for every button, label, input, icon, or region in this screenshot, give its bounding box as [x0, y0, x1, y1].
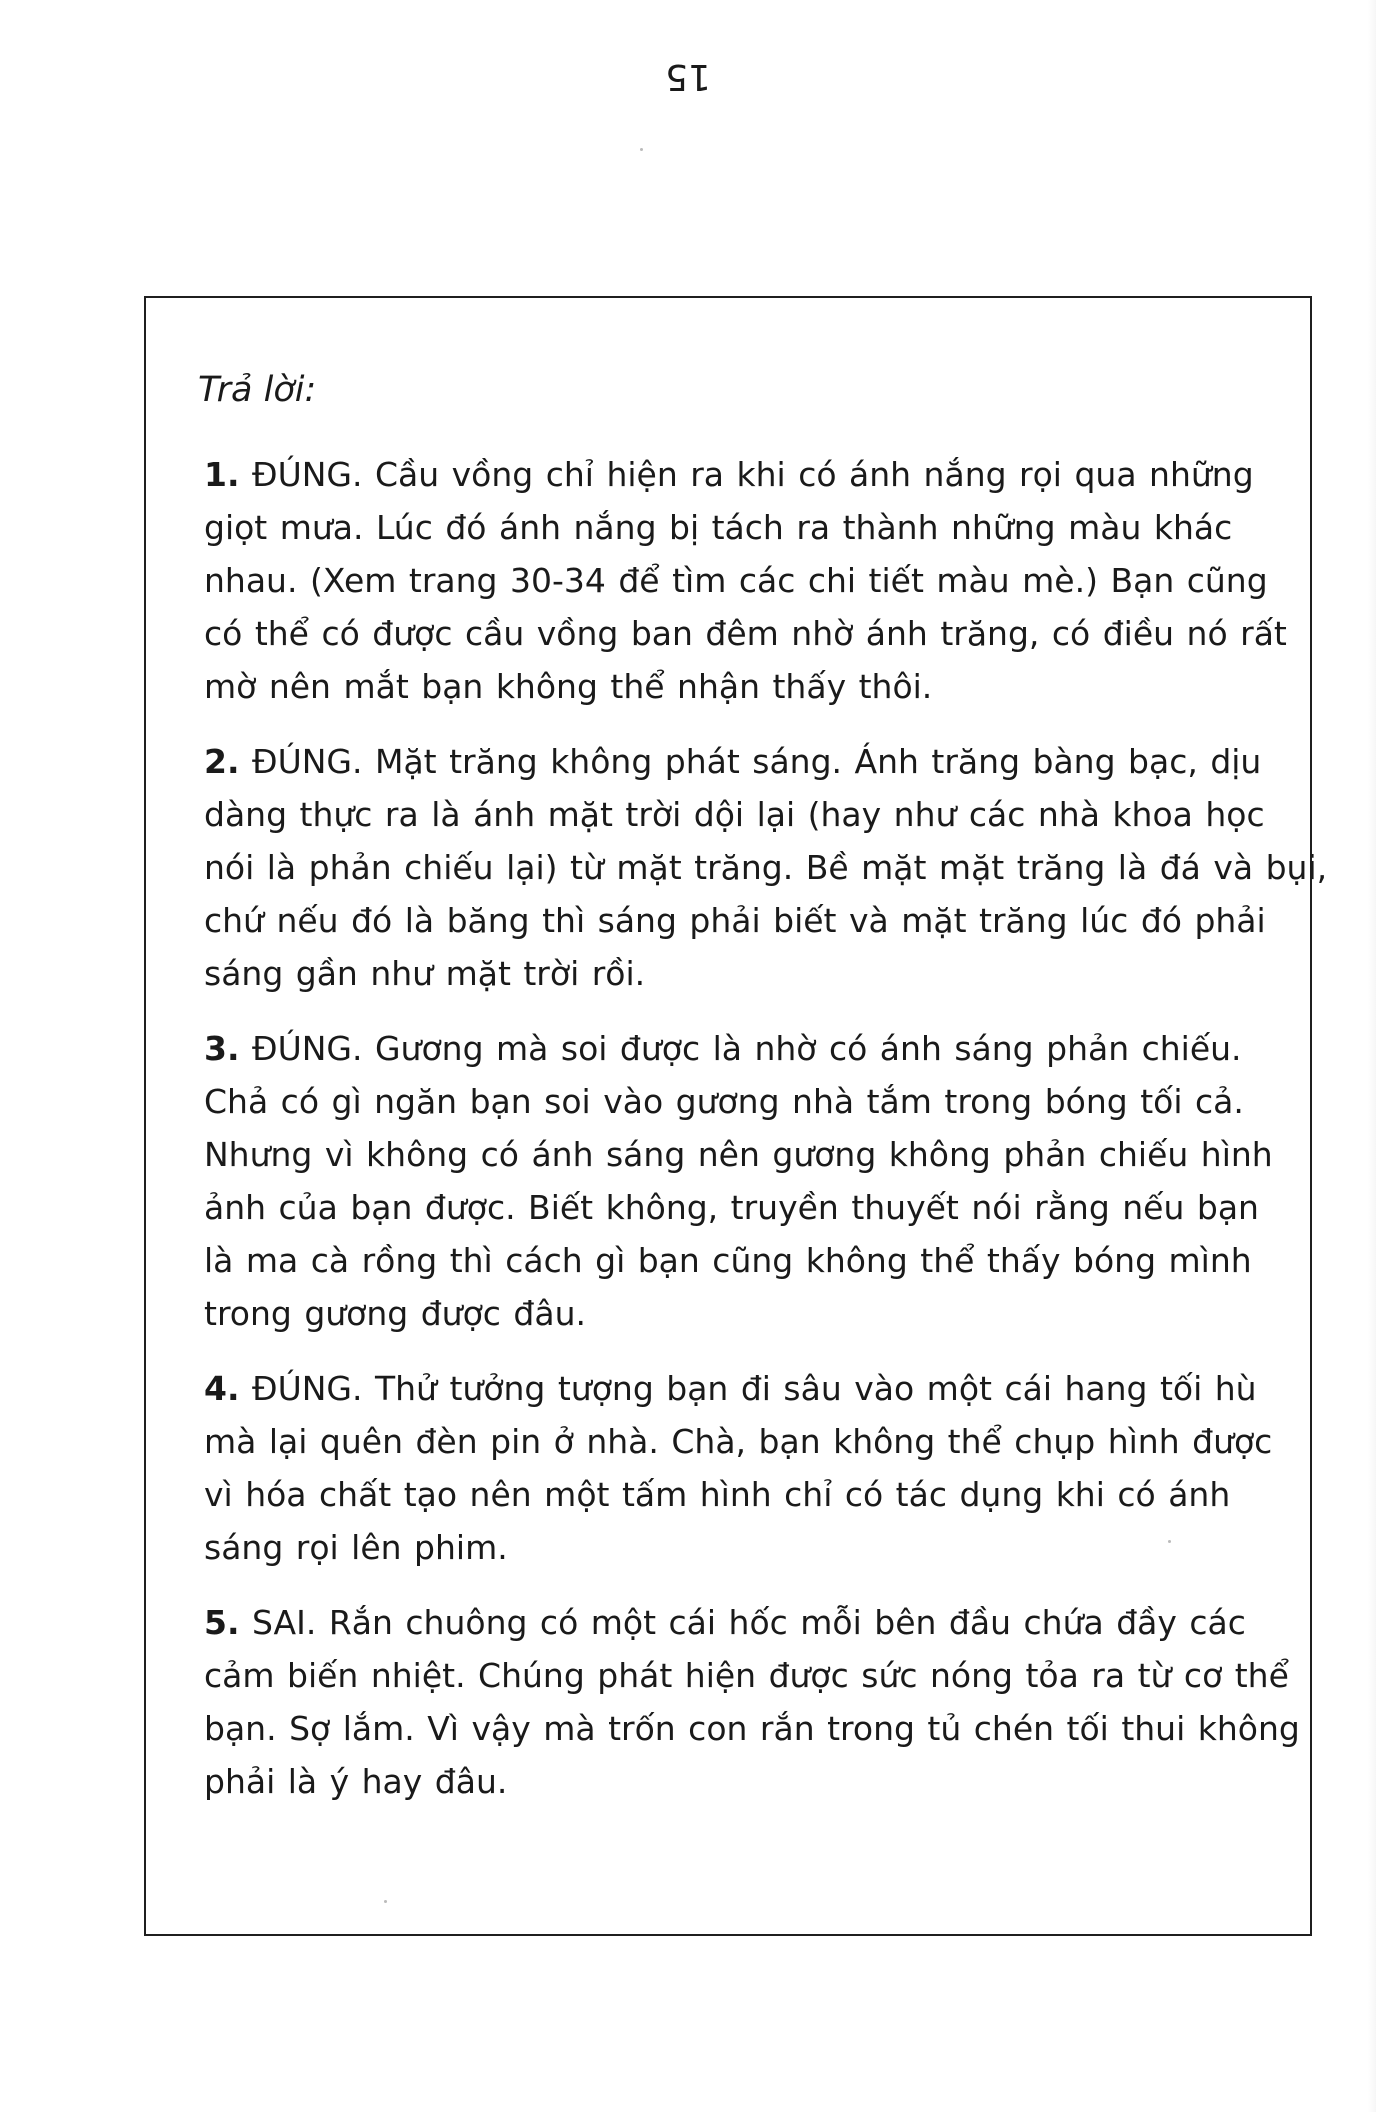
answer-number: 2. [204, 742, 240, 781]
answer-line: bạn. Sợ lắm. Vì vậy mà trốn con rắn trong tủ chén tối thui không [204, 1709, 1300, 1748]
answer-item-4 [204, 1362, 1273, 1574]
answer-line: nói là phản chiếu lại) từ mặt trăng. Bề mặt mặt trăng là đá và bụi, [204, 848, 1328, 887]
answer-item-2 [204, 735, 1328, 1000]
answer-verdict: SAI. [252, 1603, 317, 1642]
answer-line [204, 1022, 1262, 1075]
answer-line: cảm biến nhiệt. Chúng phát hiện được sức nóng tỏa ra từ cơ thể [204, 1656, 1289, 1695]
answer-line: mờ nên mắt bạn không thể nhận thấy thôi. [204, 667, 933, 706]
answer-number: 1. [204, 455, 240, 494]
answer-line: Chả có gì ngăn bạn soi vào gương nhà tắm trong bóng tối cả. [204, 1082, 1244, 1121]
answer-number: 3. [204, 1029, 240, 1068]
answer-verdict: ĐÚNG. [252, 742, 363, 781]
answer-line [204, 1362, 1262, 1415]
answer-text: Rắn chuông có một cái hốc mỗi bên đầu chứa đầy các [328, 1603, 1246, 1642]
answer-line: là ma cà rồng thì cách gì bạn cũng không thể thấy bóng mình [204, 1241, 1252, 1280]
answer-verdict: ĐÚNG. [252, 1369, 363, 1408]
answer-line: nhau. (Xem trang 30-34 để tìm các chi tiết màu mè.) Bạn cũng [204, 561, 1268, 600]
answer-line: trong gương được đâu. [204, 1294, 586, 1333]
answer-line: phải là ý hay đâu. [204, 1762, 508, 1801]
answer-line: giọt mưa. Lúc đó ánh nắng bị tách ra thành những màu khác [204, 508, 1233, 547]
answer-text: Thử tưởng tượng bạn đi sâu vào một cái hang tối hù [374, 1369, 1257, 1408]
answer-text: Mặt trăng không phát sáng. Ánh trăng bàng bạc, dịu [374, 742, 1262, 781]
answer-heading: Trả lời: [198, 370, 317, 410]
answer-line: mà lại quên đèn pin ở nhà. Chà, bạn không thể chụp hình được [204, 1422, 1273, 1461]
answer-line [204, 735, 1262, 788]
answer-number: 4. [204, 1369, 240, 1408]
answer-line: chứ nếu đó là băng thì sáng phải biết và mặt trăng lúc đó phải [204, 901, 1266, 940]
answer-list [204, 448, 1328, 1808]
answer-number: 5. [204, 1603, 240, 1642]
answer-line [204, 1596, 1262, 1649]
answer-item-1 [204, 448, 1287, 713]
answer-line: sáng rọi lên phim. [204, 1528, 508, 1567]
answer-line: sáng gần như mặt trời rồi. [204, 954, 646, 993]
answer-text: Cầu vồng chỉ hiện ra khi có ánh nắng rọi qua những [374, 455, 1254, 494]
answer-item-3 [204, 1022, 1273, 1340]
answer-verdict: ĐÚNG. [252, 455, 363, 494]
answer-box [144, 296, 1328, 1936]
answer-item-5 [204, 1596, 1300, 1808]
answer-line: vì hóa chất tạo nên một tấm hình chỉ có tác dụng khi có ánh [204, 1475, 1231, 1514]
page-edge [1368, 0, 1376, 2112]
answer-text: Gương mà soi được là nhờ có ánh sáng phản chiếu. [374, 1029, 1242, 1068]
scan-speck [640, 148, 643, 151]
answer-line: có thể có được cầu vồng ban đêm nhờ ánh trăng, có điều nó rất [204, 614, 1287, 653]
answer-line: Nhưng vì không có ánh sáng nên gương không phản chiếu hình [204, 1135, 1273, 1174]
answer-line [204, 448, 1262, 501]
answer-verdict: ĐÚNG. [252, 1029, 363, 1068]
answer-line: ảnh của bạn được. Biết không, truyền thuyết nói rằng nếu bạn [204, 1188, 1259, 1227]
answer-line: dàng thực ra là ánh mặt trời dội lại (hay như các nhà khoa học [204, 795, 1265, 834]
page-number: 15 [665, 56, 711, 97]
